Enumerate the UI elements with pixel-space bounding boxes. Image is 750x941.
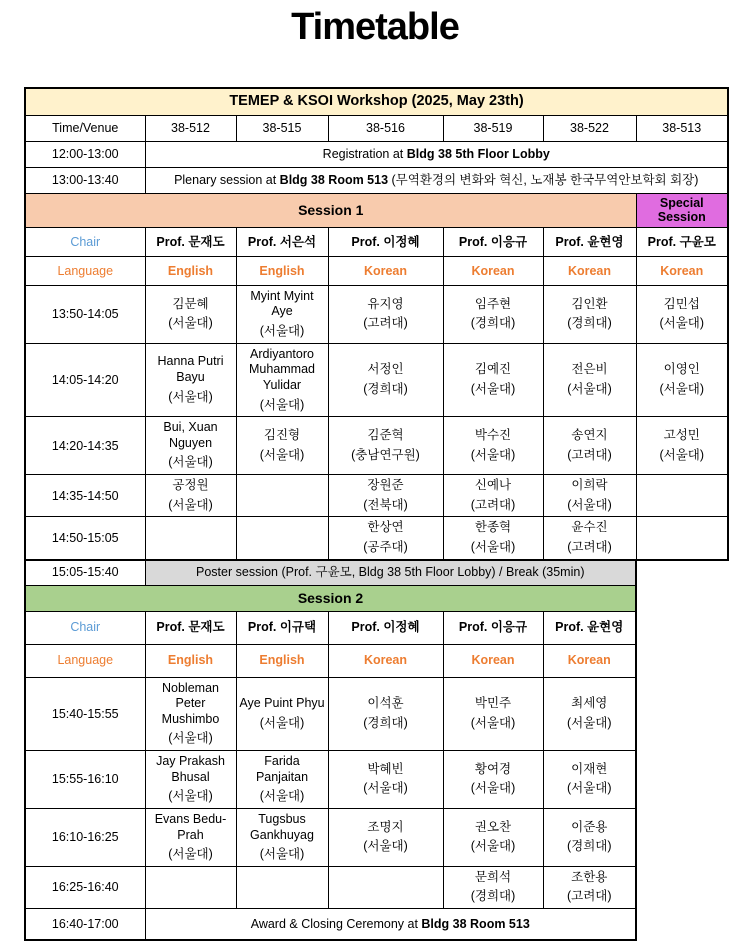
time-cell: 14:50-15:05: [25, 517, 145, 560]
timeslot-row: [25, 517, 728, 560]
room-header: 38-513: [636, 116, 728, 142]
presenter-cell: [236, 417, 328, 475]
presenter-cell: [236, 285, 328, 343]
timeslot-row: [25, 751, 636, 809]
presenter-affiliation: (서울대): [546, 378, 634, 400]
presenter-affiliation: (충남연구원): [331, 444, 441, 466]
presenter-name: 권오찬: [446, 818, 541, 836]
presenter-name: 김민섭: [639, 295, 726, 313]
special-session-banner: Special Session: [636, 194, 728, 228]
registration-row: [25, 142, 728, 168]
presenter-cell: [543, 808, 636, 866]
presenter-name: 장원준: [331, 476, 441, 494]
award-row: [25, 909, 636, 941]
presenter-name: 김문혜: [148, 295, 234, 313]
language-row: [25, 256, 728, 285]
language-cell: Korean: [543, 256, 636, 285]
presenter-name: 공정원: [148, 476, 234, 494]
chair-cell: Prof. 문재도: [145, 227, 236, 256]
timeslot-row: [25, 343, 728, 417]
presenter-cell: [236, 677, 328, 751]
presenter-name: 박혜빈: [331, 760, 441, 778]
presenter-affiliation: (서울대): [239, 712, 326, 734]
registration-location: Bldg 38 5th Floor Lobby: [407, 147, 550, 161]
venue-label: Time/Venue: [25, 116, 145, 142]
presenter-cell: [145, 343, 236, 417]
presenter-name: 김진형: [239, 426, 326, 444]
presenter-name: Farida Panjaitan: [239, 752, 326, 785]
chair-label: Chair: [25, 611, 145, 644]
presenter-affiliation: (고려대): [331, 312, 441, 334]
presenter-affiliation: (서울대): [331, 835, 441, 857]
time-cell: 14:05-14:20: [25, 343, 145, 417]
timetable-container: [24, 87, 750, 941]
presenter-name: Tugsbus Gankhuyag: [239, 810, 326, 843]
presenter-affiliation: (서울대): [239, 394, 326, 416]
workshop-title-row: [25, 88, 728, 116]
presenter-cell: [443, 417, 543, 475]
presenter-affiliation: (서울대): [331, 777, 441, 799]
presenter-affiliation: (서울대): [148, 843, 234, 865]
presenter-cell: [636, 517, 728, 560]
presenter-name: 조명지: [331, 818, 441, 836]
presenter-affiliation: (고려대): [546, 444, 634, 466]
presenter-cell: [636, 417, 728, 475]
award-prefix: Award & Closing Ceremony at: [251, 917, 422, 931]
award-time: 16:40-17:00: [25, 909, 145, 941]
chair-label: Chair: [25, 227, 145, 256]
presenter-cell: [543, 866, 636, 908]
chair-cell: Prof. 문재도: [145, 611, 236, 644]
timeslot-row: [25, 866, 636, 908]
presenter-affiliation: (서울대): [639, 312, 726, 334]
chair-cell: Prof. 이정혜: [328, 611, 443, 644]
presenter-cell: [145, 417, 236, 475]
presenter-affiliation: (서울대): [546, 712, 634, 734]
presenter-cell: [443, 475, 543, 517]
presenter-name: 박민주: [446, 694, 541, 712]
presenter-name: 서정인: [331, 360, 441, 378]
presenter-cell: [145, 475, 236, 517]
presenter-cell: [443, 808, 543, 866]
session2-table: [24, 559, 637, 941]
presenter-cell: [543, 677, 636, 751]
time-cell: 14:20-14:35: [25, 417, 145, 475]
presenter-cell: [443, 751, 543, 809]
presenter-name: 이준용: [546, 818, 634, 836]
presenter-name: 김준혁: [331, 426, 441, 444]
registration-prefix: Registration at: [323, 147, 407, 161]
presenter-cell: [145, 751, 236, 809]
presenter-name: 이재현: [546, 760, 634, 778]
chair-cell: Prof. 이응규: [443, 611, 543, 644]
room-header: 38-522: [543, 116, 636, 142]
plenary-time: 13:00-13:40: [25, 168, 145, 194]
language-row-2: [25, 644, 636, 677]
timeslot-row: [25, 475, 728, 517]
chair-cell: Prof. 윤현영: [543, 227, 636, 256]
presenter-affiliation: (서울대): [446, 378, 541, 400]
presenter-cell: [145, 808, 236, 866]
language-cell: Korean: [328, 256, 443, 285]
time-cell: 16:25-16:40: [25, 866, 145, 908]
presenter-affiliation: (서울대): [239, 843, 326, 865]
presenter-name: Ardiyantoro Muhammad Yulidar: [239, 345, 326, 394]
presenter-affiliation: (경희대): [446, 312, 541, 334]
plenary-prefix: Plenary session at: [174, 173, 280, 187]
presenter-cell: [443, 517, 543, 560]
presenter-cell: [328, 285, 443, 343]
presenter-name: 유지영: [331, 295, 441, 313]
presenter-name: Myint Myint Aye: [239, 287, 326, 320]
presenter-affiliation: (고려대): [546, 536, 634, 558]
presenter-name: 송연지: [546, 426, 634, 444]
language-cell: English: [145, 644, 236, 677]
presenter-cell: [236, 808, 328, 866]
timeslot-row: [25, 677, 636, 751]
timeslot-row: [25, 808, 636, 866]
presenter-name: Aye Puint Phyu: [239, 694, 326, 712]
session2-banner-row: [25, 585, 636, 611]
presenter-affiliation: (경희대): [546, 312, 634, 334]
chair-cell: Prof. 이정혜: [328, 227, 443, 256]
presenter-cell: [443, 343, 543, 417]
presenter-cell: [145, 677, 236, 751]
presenter-affiliation: (경희대): [331, 378, 441, 400]
session2-banner: Session 2: [25, 585, 636, 611]
plenary-suffix: (무역환경의 변화와 혁신, 노재봉 한국무역안보학회 회장): [388, 173, 698, 187]
presenter-affiliation: (서울대): [446, 835, 541, 857]
presenter-cell: [543, 343, 636, 417]
presenter-affiliation: (서울대): [446, 444, 541, 466]
presenter-name: 윤수진: [546, 518, 634, 536]
presenter-affiliation: (서울대): [148, 727, 234, 749]
presenter-name: 고성민: [639, 426, 726, 444]
presenter-cell: [543, 417, 636, 475]
session2-body: [25, 677, 636, 909]
language-cell: Korean: [543, 644, 636, 677]
language-cell: Korean: [636, 256, 728, 285]
registration-time: 12:00-13:00: [25, 142, 145, 168]
room-header: 38-515: [236, 116, 328, 142]
presenter-name: 문희석: [446, 868, 541, 886]
presenter-affiliation: (서울대): [148, 785, 234, 807]
presenter-cell: [328, 343, 443, 417]
presenter-name: 최세영: [546, 694, 634, 712]
presenter-affiliation: (서울대): [148, 386, 234, 408]
presenter-cell: [145, 285, 236, 343]
presenter-affiliation: (서울대): [446, 536, 541, 558]
presenter-name: Evans Bedu-Prah: [148, 810, 234, 843]
presenter-cell: [636, 343, 728, 417]
poster-row: [25, 560, 636, 586]
chair-row-2: [25, 611, 636, 644]
presenter-cell: [543, 517, 636, 560]
room-header: 38-519: [443, 116, 543, 142]
presenter-affiliation: (서울대): [148, 451, 234, 473]
presenter-affiliation: (서울대): [239, 320, 326, 342]
presenter-name: 한상연: [331, 518, 441, 536]
presenter-name: 신예나: [446, 476, 541, 494]
session1-table: [24, 87, 729, 561]
timeslot-row: [25, 285, 728, 343]
presenter-cell: [145, 517, 236, 560]
room-header: 38-516: [328, 116, 443, 142]
chair-cell: Prof. 윤현영: [543, 611, 636, 644]
chair-cell: Prof. 이규택: [236, 611, 328, 644]
presenter-cell: [328, 517, 443, 560]
chair-cell: Prof. 이응규: [443, 227, 543, 256]
presenter-cell: [636, 285, 728, 343]
poster-time: 15:05-15:40: [25, 560, 145, 586]
presenter-cell: [328, 677, 443, 751]
time-cell: 14:35-14:50: [25, 475, 145, 517]
presenter-name: 황여경: [446, 760, 541, 778]
presenter-affiliation: (서울대): [639, 444, 726, 466]
presenter-affiliation: (서울대): [446, 777, 541, 799]
presenter-cell: [236, 517, 328, 560]
presenter-name: 임주현: [446, 295, 541, 313]
presenter-name: 조한용: [546, 868, 634, 886]
presenter-cell: [328, 475, 443, 517]
plenary-text: [145, 168, 728, 194]
presenter-cell: [443, 285, 543, 343]
presenter-cell: [543, 751, 636, 809]
presenter-affiliation: (서울대): [546, 777, 634, 799]
presenter-name: 이석훈: [331, 694, 441, 712]
presenter-name: Jay Prakash Bhusal: [148, 752, 234, 785]
language-cell: English: [236, 256, 328, 285]
presenter-cell: [236, 866, 328, 908]
presenter-cell: [236, 751, 328, 809]
time-cell: 15:40-15:55: [25, 677, 145, 751]
workshop-title: TEMEP & KSOI Workshop (2025, May 23th): [25, 88, 728, 116]
presenter-cell: [443, 866, 543, 908]
time-cell: 15:55-16:10: [25, 751, 145, 809]
presenter-name: 한종혁: [446, 518, 541, 536]
chair-cell: Prof. 서은석: [236, 227, 328, 256]
presenter-cell: [328, 866, 443, 908]
presenter-affiliation: (고려대): [446, 494, 541, 516]
chair-cell: Prof. 구윤모: [636, 227, 728, 256]
presenter-name: 전은비: [546, 360, 634, 378]
venue-header-row: [25, 116, 728, 142]
presenter-affiliation: (서울대): [239, 444, 326, 466]
presenter-affiliation: (서울대): [148, 494, 234, 516]
presenter-affiliation: (공주대): [331, 536, 441, 558]
presenter-cell: [145, 866, 236, 908]
presenter-name: 이희락: [546, 476, 634, 494]
presenter-cell: [543, 285, 636, 343]
presenter-cell: [636, 475, 728, 517]
session1-body: [25, 285, 728, 559]
presenter-name: 김예진: [446, 360, 541, 378]
time-cell: 16:10-16:25: [25, 808, 145, 866]
presenter-affiliation: (서울대): [546, 494, 634, 516]
presenter-name: Bui, Xuan Nguyen: [148, 418, 234, 451]
award-location: Bldg 38 Room 513: [421, 917, 529, 931]
page-title: Timetable: [0, 6, 750, 49]
room-header: 38-512: [145, 116, 236, 142]
language-label: Language: [25, 644, 145, 677]
presenter-cell: [236, 343, 328, 417]
session1-banner: Session 1: [25, 194, 636, 228]
presenter-affiliation: (서울대): [148, 312, 234, 334]
presenter-cell: [443, 677, 543, 751]
presenter-affiliation: (경희대): [331, 712, 441, 734]
presenter-affiliation: (고려대): [546, 885, 634, 907]
time-cell: 13:50-14:05: [25, 285, 145, 343]
presenter-name: 박수진: [446, 426, 541, 444]
presenter-cell: [328, 751, 443, 809]
presenter-affiliation: (서울대): [639, 378, 726, 400]
presenter-name: Hanna Putri Bayu: [148, 352, 234, 385]
plenary-row: [25, 168, 728, 194]
presenter-name: 김인환: [546, 295, 634, 313]
chair-row: [25, 227, 728, 256]
session1-banner-row: [25, 194, 728, 228]
presenter-affiliation: (서울대): [446, 712, 541, 734]
presenter-affiliation: (경희대): [546, 835, 634, 857]
presenter-name: 이영인: [639, 360, 726, 378]
language-cell: Korean: [443, 256, 543, 285]
presenter-cell: [236, 475, 328, 517]
presenter-name: Nobleman Peter Mushimbo: [148, 679, 234, 728]
award-text: [145, 909, 636, 941]
presenter-affiliation: (전북대): [331, 494, 441, 516]
presenter-cell: [543, 475, 636, 517]
language-cell: Korean: [443, 644, 543, 677]
language-cell: English: [145, 256, 236, 285]
language-label: Language: [25, 256, 145, 285]
poster-text: Poster session (Prof. 구윤모, Bldg 38 5th Floor Lobby) / Break (35min): [145, 560, 636, 586]
registration-text: [145, 142, 728, 168]
language-cell: Korean: [328, 644, 443, 677]
presenter-affiliation: (서울대): [239, 785, 326, 807]
plenary-location: Bldg 38 Room 513: [280, 173, 388, 187]
presenter-cell: [328, 417, 443, 475]
timeslot-row: [25, 417, 728, 475]
presenter-affiliation: (경희대): [446, 885, 541, 907]
language-cell: English: [236, 644, 328, 677]
presenter-cell: [328, 808, 443, 866]
